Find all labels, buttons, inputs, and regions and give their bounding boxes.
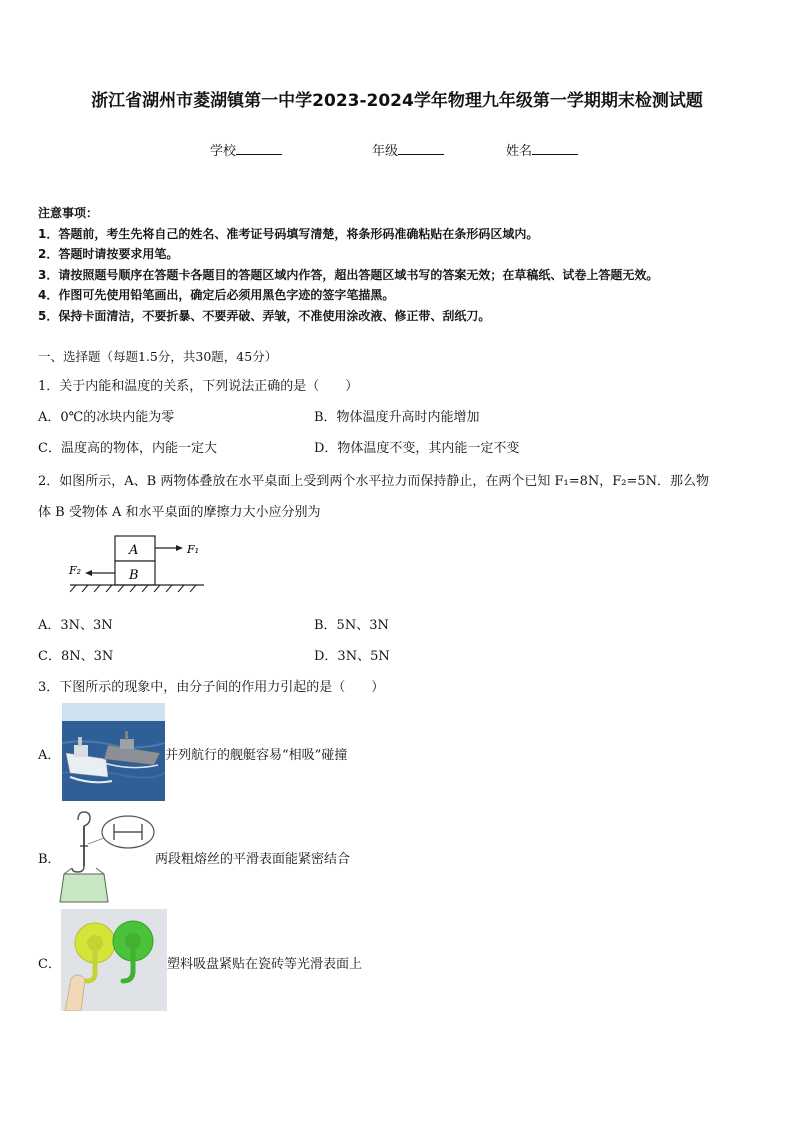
grade-label: 年级	[372, 144, 399, 159]
q1-option-b: B．物体温度升高时内能增加	[314, 410, 480, 425]
weight-box	[60, 874, 108, 902]
notes-item: 4．作图可先使用铅笔画出，确定后必须用黑色字迹的签字笔描黑。	[38, 288, 395, 303]
q3-option-a-label: A．	[38, 748, 61, 763]
notes-item: 1．答题前，考生先将自己的姓名、准考证号码填写清楚，将条形码准确粘贴在条形码区域内。	[38, 226, 539, 241]
suction-hooks-photo	[61, 909, 167, 1011]
q2-force-diagram	[66, 532, 208, 594]
q2-option-c: C．8N、3N	[38, 649, 114, 664]
f1-label: F₁	[187, 543, 200, 556]
q1-stem: 1．关于内能和温度的关系，下列说法正确的是（ ）	[38, 379, 359, 394]
school-label: 学校	[210, 144, 237, 159]
fuse-wire-illustration	[58, 808, 158, 904]
q2-stem-line1: 2．如图所示，A、B 两物体叠放在水平桌面上受到两个水平拉力而保持静止，在两个已知 F₁=8N，F₂=5N．那么物	[38, 474, 710, 489]
q2-option-a: A．3N、3N	[38, 618, 113, 633]
q2-option-d: D．3N、5N	[314, 649, 390, 664]
q3-option-b-text: 两段粗熔丝的平滑表面能紧密结合	[155, 852, 351, 867]
q1-option-c: C．温度高的物体，内能一定大	[38, 441, 217, 456]
page-title: 浙江省湖州市菱湖镇第一中学2023-2024学年物理九年级第一学期期末检测试题	[91, 91, 703, 111]
q2-option-b: B．5N、3N	[314, 618, 389, 633]
hook-top	[78, 812, 90, 826]
school-field	[210, 140, 282, 159]
f2-arrowhead	[85, 570, 92, 576]
notes-item: 2．答题时请按要求用笔。	[38, 247, 179, 262]
q3-stem: 3．下图所示的现象中，由分子间的作用力引起的是（ ）	[38, 680, 385, 695]
q1-option-d: D．物体温度不变，其内能一定不变	[314, 441, 520, 456]
block-a-label: A	[129, 543, 139, 558]
q3-option-c-label: C．	[38, 957, 61, 972]
grade-blank	[398, 142, 444, 155]
name-label: 姓名	[506, 144, 533, 159]
f1-arrowhead	[176, 545, 183, 551]
notes-item: 5．保持卡面清洁，不要折暴、不要弄破、弄皱，不准使用涂改液、修正带、刮纸刀。	[38, 308, 491, 323]
table-hatching	[70, 585, 196, 592]
q2-stem	[38, 466, 758, 528]
ships-photo	[62, 703, 165, 801]
school-blank	[236, 142, 282, 155]
hook-bottom	[72, 866, 84, 872]
q3-option-c-text: 塑料吸盘紧贴在瓷砖等光滑表面上	[167, 957, 363, 972]
notes-heading: 注意事项：	[38, 206, 99, 220]
name-field	[506, 140, 578, 159]
f2-label: F₂	[69, 564, 82, 577]
notes-block	[38, 203, 768, 327]
notes-item: 3．请按照题号顺序在答题卡各题目的答题区域内作答，超出答题区域书写的答案无效；在草稿纸、试卷上答题无效。	[38, 267, 659, 282]
q2-stem-line2: 体 B 受物体 A 和水平桌面的摩擦力大小应分别为	[38, 505, 321, 520]
grade-field	[372, 140, 444, 159]
q1-option-a: A．0℃的冰块内能为零	[38, 410, 175, 425]
block-b-label: B	[129, 568, 139, 583]
q3-option-b-label: B．	[38, 852, 61, 867]
section-heading: 一、选择题（每题1.5分，共30题，45分）	[38, 349, 278, 364]
name-blank	[532, 142, 578, 155]
q3-option-a-text: 并列航行的舰艇容易“相吸”碰撞	[165, 748, 348, 763]
